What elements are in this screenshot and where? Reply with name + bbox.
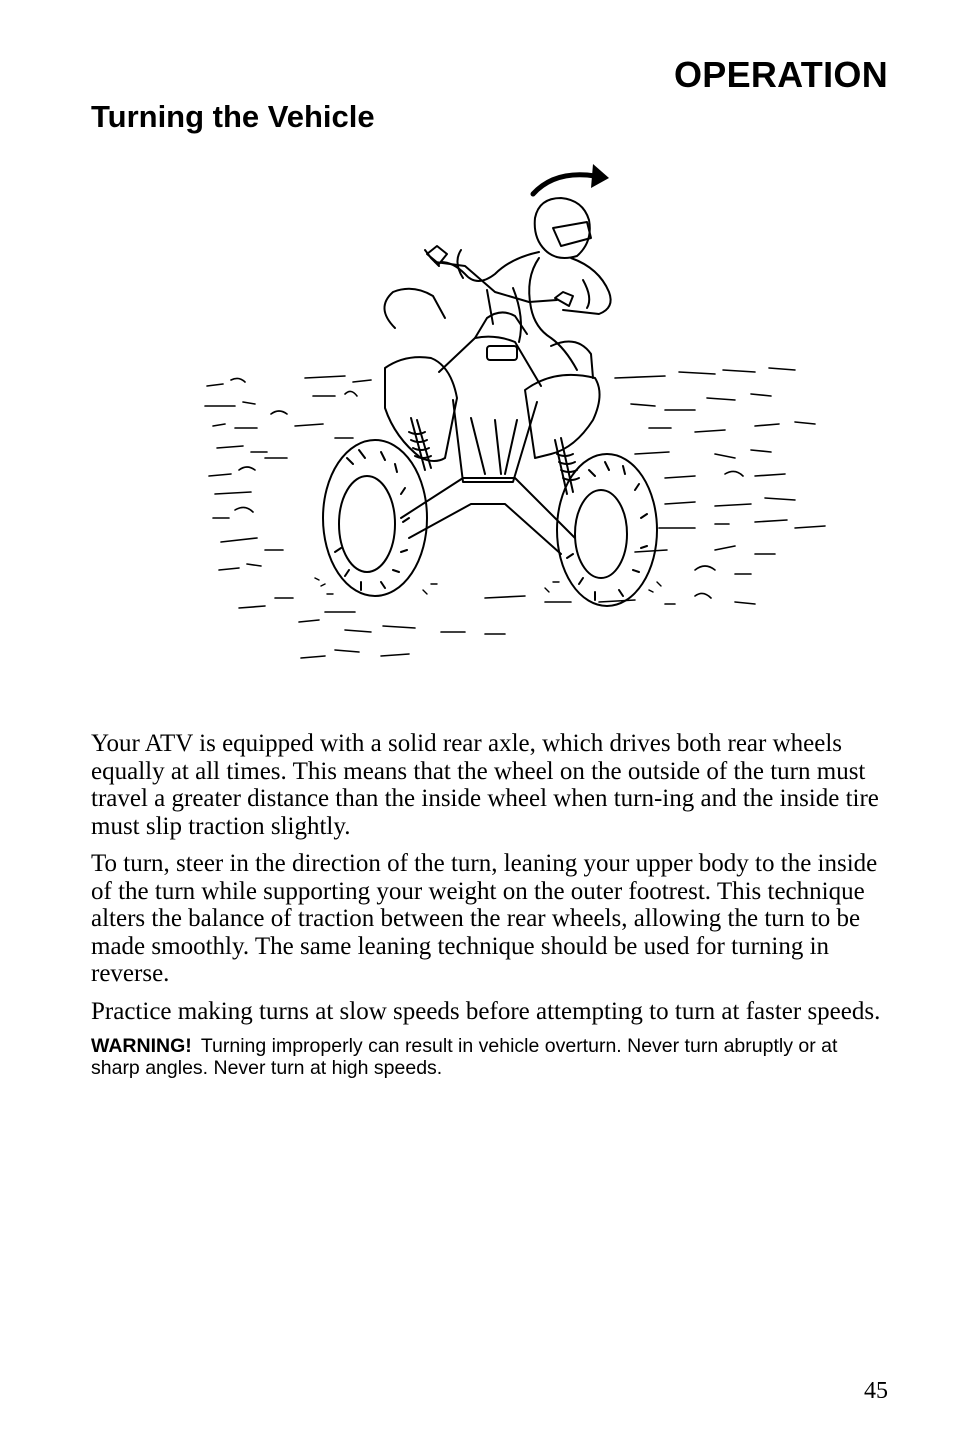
curved-arrow-icon xyxy=(533,164,609,194)
atv-turning-illustration xyxy=(195,158,845,678)
page-number: 45 xyxy=(864,1378,888,1404)
warning-note xyxy=(91,1035,891,1079)
paragraph-2: To turn, steer in the direction of the turn, leaning your upper body to the inside of the turn while supporting your weight on the outer footrest. This technique alters the balance of traction between the rear wheels, allowing the turn to be made smoothly. The same leaning technique should be used for turning in reverse. xyxy=(91,850,878,987)
dirt-spray xyxy=(315,578,661,594)
warning-text: Turning improperly can result in vehicle overturn. Never turn abruptly or at sharp angles. Never turn at high speeds. xyxy=(91,1035,838,1079)
paragraph-3: Practice making turns at slow speeds before attempting to turn at faster speeds. xyxy=(91,997,881,1025)
paragraph-1: Your ATV is equipped with a solid rear axle, which drives both rear wheels equally at all times. This means that the wheel on the outside of the turn must travel a greater distance than the inside wheel when turn-ing and the inside tire must slip traction slightly. xyxy=(91,730,879,840)
section-header: OPERATION xyxy=(673,54,888,95)
right-wheel xyxy=(557,454,657,606)
warning-label: WARNING! xyxy=(91,1035,192,1057)
rider xyxy=(427,198,611,370)
body-text xyxy=(91,730,891,1079)
suspension xyxy=(401,418,579,554)
atv-body xyxy=(384,250,599,482)
left-wheel xyxy=(323,440,427,596)
page-title: Turning the Vehicle xyxy=(91,99,375,134)
